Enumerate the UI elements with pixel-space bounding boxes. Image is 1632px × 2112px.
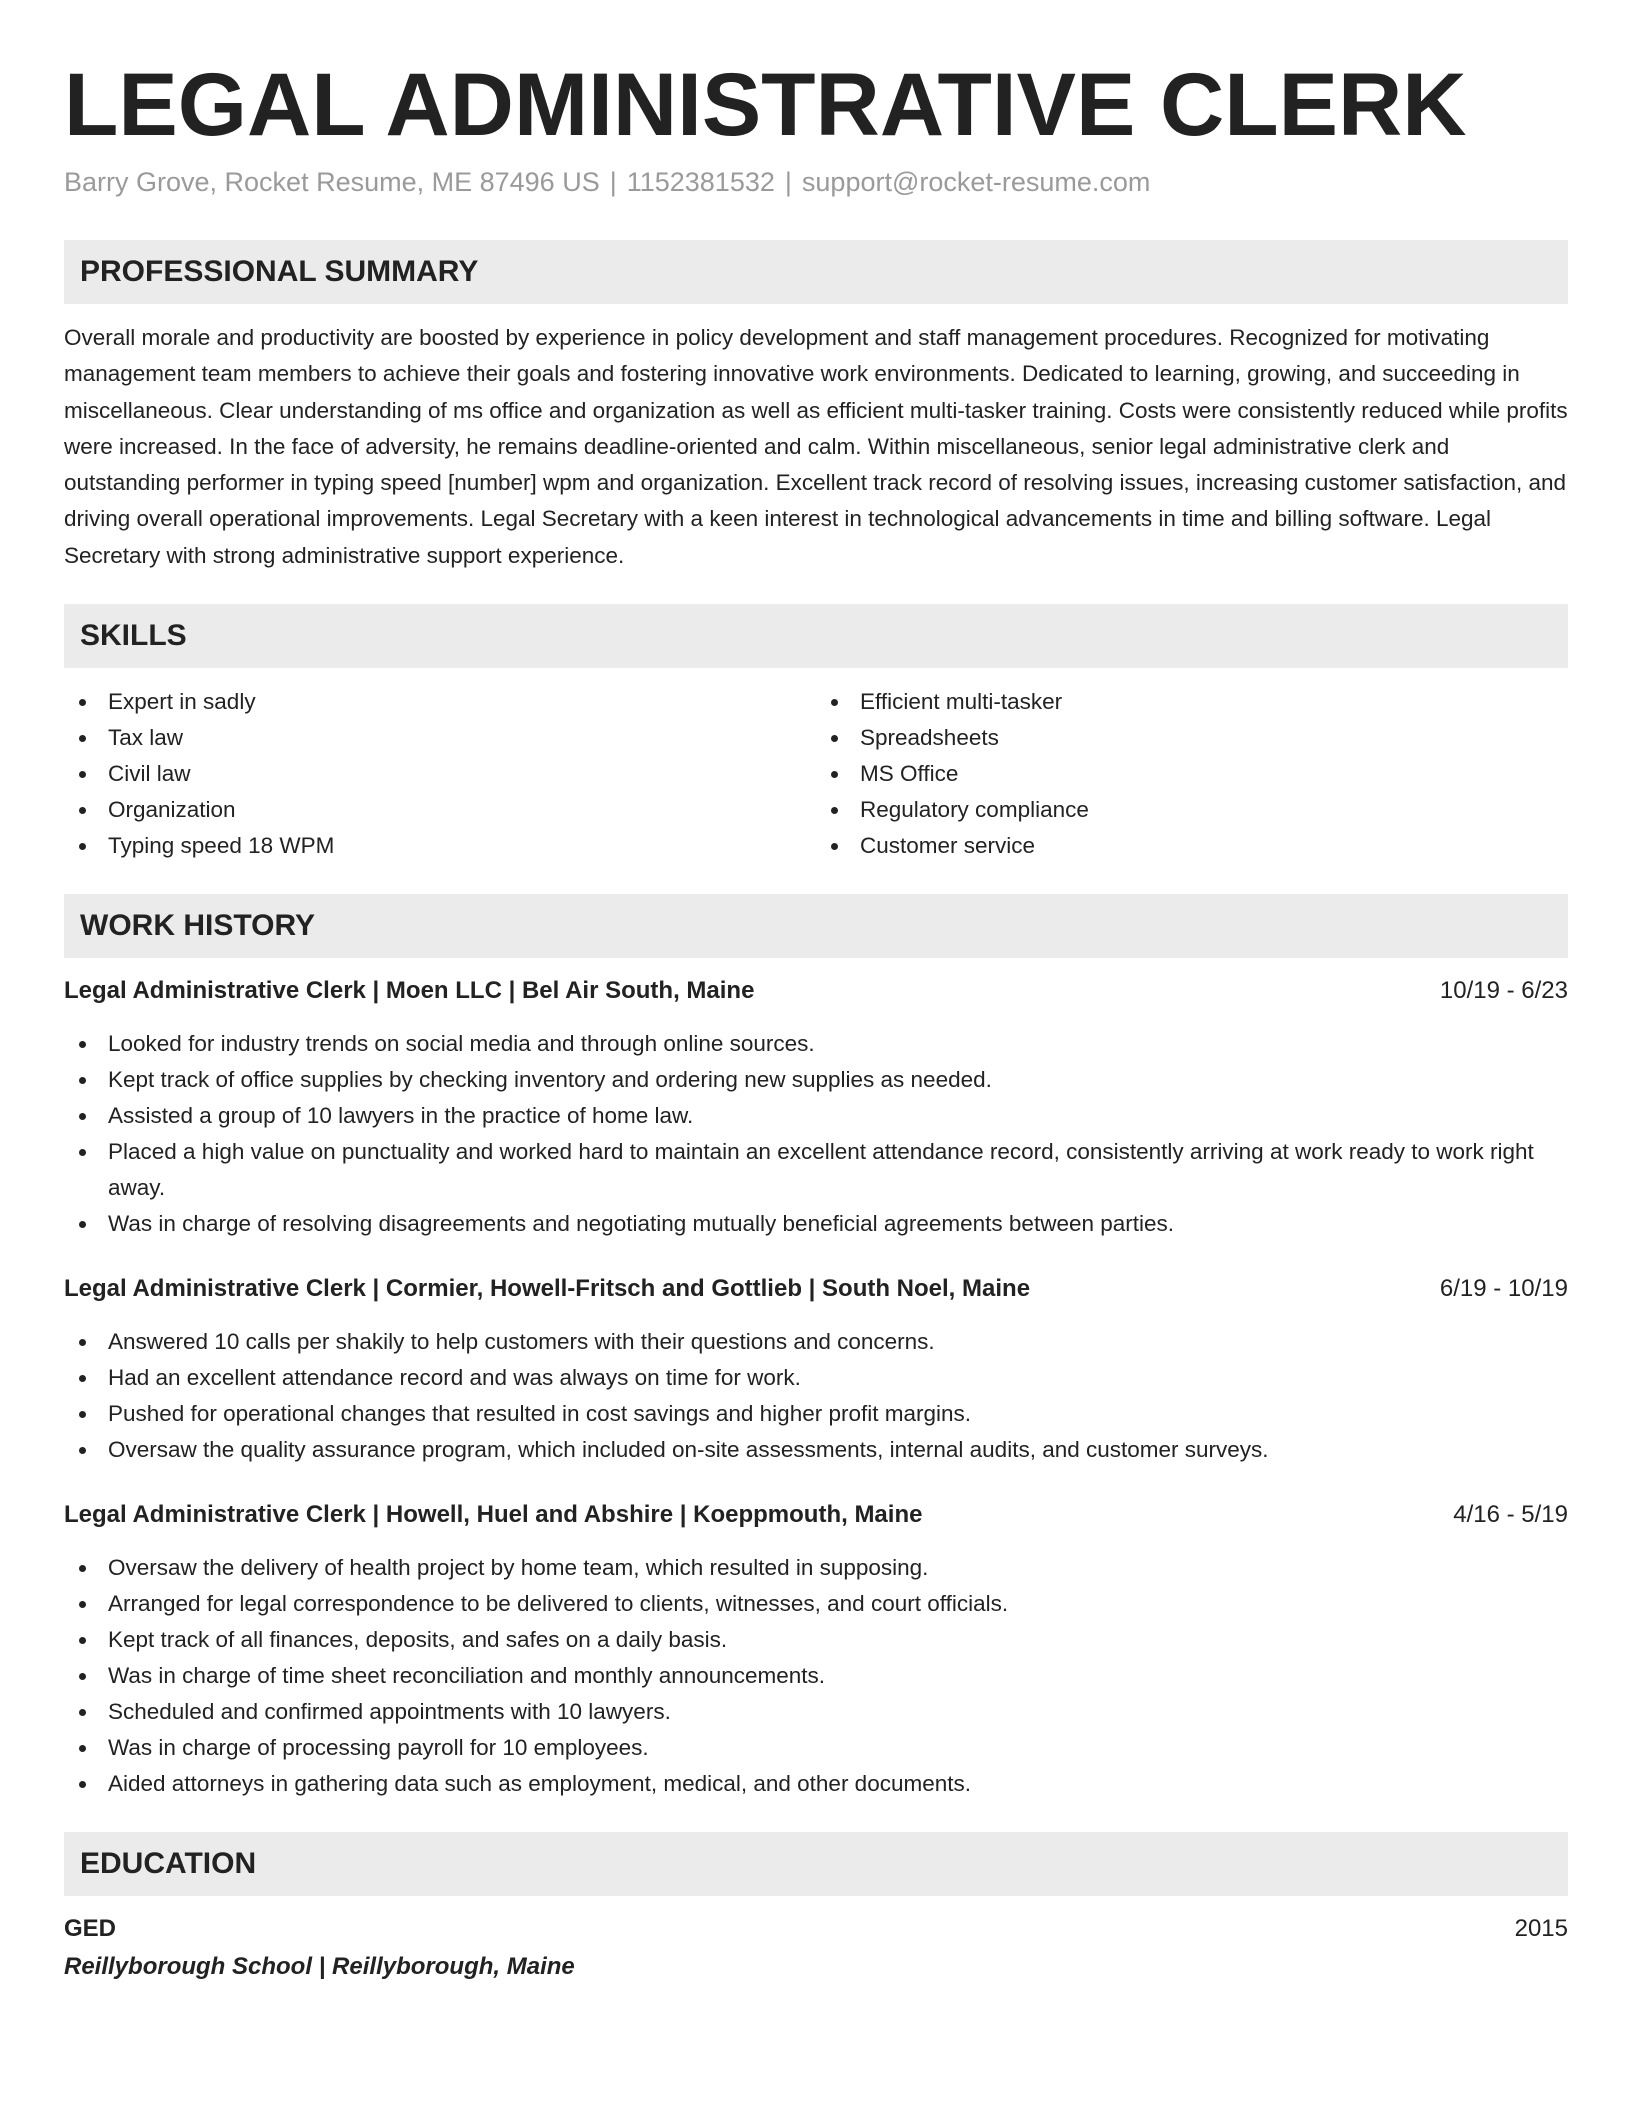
section-title: SKILLS	[80, 619, 187, 653]
contact-email[interactable]: support@rocket-resume.com	[801, 167, 1151, 197]
job-bullets	[64, 1026, 1568, 1242]
education-year: 2015	[1514, 1915, 1568, 1943]
contact-separator: |	[609, 167, 617, 197]
job-bullets	[64, 1550, 1568, 1802]
job-bullet: Was in charge of time sheet reconciliation and monthly announcements.	[64, 1658, 1568, 1694]
job-bullets	[64, 1324, 1568, 1468]
skill-item: Typing speed 18 WPM	[64, 828, 816, 864]
job-header	[64, 1498, 1568, 1532]
summary-text: Overall morale and productivity are boosted by experience in policy development and staff management procedures. Recognized for motivating management team members to achieve their goals and fostering innovative work environments. Dedicated to learning, growing, and succeeding in miscellaneous. Clear understanding of ms office and organization as well as efficient multi-tasker training. Costs were consistently reduced while profits were increased. In the face of adversity, he remains deadline-oriented and calm. Within miscellaneous, senior legal administrative clerk and outstanding performer in typing speed [number] wpm and organization. Excellent track record of resolving issues, increasing customer satisfaction, and driving overall operational improvements. Legal Secretary with a keen interest in technological advancements in time and billing software. Legal Secretary with strong administrative support experience.	[64, 325, 1568, 568]
section-header-summary	[64, 240, 1568, 304]
job-dates: 10/19 - 6/23	[1439, 977, 1568, 1005]
job-bullet: Aided attorneys in gathering data such as employment, medical, and other documents.	[64, 1766, 1568, 1802]
job-header	[64, 1272, 1568, 1306]
job-bullet: Placed a high value on punctuality and worked hard to maintain an excellent attendance record, consistently arriving at work ready to work right away.	[64, 1134, 1568, 1206]
job-bullet: Answered 10 calls per shakily to help customers with their questions and concerns.	[64, 1324, 1568, 1360]
education-header	[64, 1912, 1568, 1946]
contact-separator: |	[784, 167, 792, 197]
skill-item: Efficient multi-tasker	[816, 684, 1568, 720]
job-bullet: Was in charge of resolving disagreements and negotiating mutually beneficial agreements between parties.	[64, 1206, 1568, 1242]
skills-columns	[64, 684, 1568, 864]
skill-item: Tax law	[64, 720, 816, 756]
job-bullet: Oversaw the delivery of health project by home team, which resulted in supposing.	[64, 1550, 1568, 1586]
section-title: PROFESSIONAL SUMMARY	[80, 255, 479, 288]
job-bullet: Assisted a group of 10 lawyers in the practice of home law.	[64, 1098, 1568, 1134]
job-dates: 6/19 - 10/19	[1439, 1275, 1568, 1303]
job-bullet: Looked for industry trends on social media and through online sources.	[64, 1026, 1568, 1062]
skill-item: Spreadsheets	[816, 720, 1568, 756]
job-title: Legal Administrative Clerk | Howell, Huel and Abshire | Koeppmouth, Maine	[64, 1501, 923, 1529]
job-dates: 4/16 - 5/19	[1453, 1501, 1568, 1529]
education-entry	[64, 1912, 1568, 1984]
job-title: Legal Administrative Clerk | Cormier, Howell-Fritsch and Gottlieb | South Noel, Maine	[64, 1275, 1031, 1303]
job-bullet: Arranged for legal correspondence to be delivered to clients, witnesses, and court officials.	[64, 1586, 1568, 1622]
job-bullet: Kept track of office supplies by checking inventory and ordering new supplies as needed.	[64, 1062, 1568, 1098]
skill-item: Regulatory compliance	[816, 792, 1568, 828]
job-bullet: Was in charge of processing payroll for 10 employees.	[64, 1730, 1568, 1766]
job-bullet: Oversaw the quality assurance program, which included on-site assessments, internal audits, and customer surveys.	[64, 1432, 1568, 1468]
job-title: Legal Administrative Clerk | Moen LLC | Bel Air South, Maine	[64, 977, 755, 1005]
contact-line	[64, 164, 1568, 200]
skills-list-left	[64, 684, 816, 864]
education-degree: GED	[64, 1915, 117, 1943]
job-bullet: Pushed for operational changes that resulted in cost savings and higher profit margins.	[64, 1396, 1568, 1432]
resume-title: LEGAL ADMINISTRATIVE CLERK	[64, 54, 1467, 154]
job-entry	[64, 974, 1568, 1242]
section-header-skills	[64, 604, 1568, 668]
section-header-work-history	[64, 894, 1568, 958]
job-entry	[64, 1272, 1568, 1468]
job-bullet: Had an excellent attendance record and was always on time for work.	[64, 1360, 1568, 1396]
education-school: Reillyborough School | Reillyborough, Maine	[64, 1953, 575, 1981]
skill-item: Organization	[64, 792, 816, 828]
skill-item: Customer service	[816, 828, 1568, 864]
skill-item: Expert in sadly	[64, 684, 816, 720]
section-title: WORK HISTORY	[80, 909, 316, 943]
skill-item: MS Office	[816, 756, 1568, 792]
job-entry	[64, 1498, 1568, 1802]
contact-phone: 1152381532	[626, 167, 775, 197]
section-title: EDUCATION	[80, 1847, 257, 1881]
skill-item: Civil law	[64, 756, 816, 792]
section-header-education	[64, 1832, 1568, 1896]
job-header	[64, 974, 1568, 1008]
job-bullet: Scheduled and confirmed appointments with 10 lawyers.	[64, 1694, 1568, 1730]
contact-address: Barry Grove, Rocket Resume, ME 87496 US	[64, 167, 600, 197]
skills-list-right	[816, 684, 1568, 864]
job-bullet: Kept track of all finances, deposits, and safes on a daily basis.	[64, 1622, 1568, 1658]
